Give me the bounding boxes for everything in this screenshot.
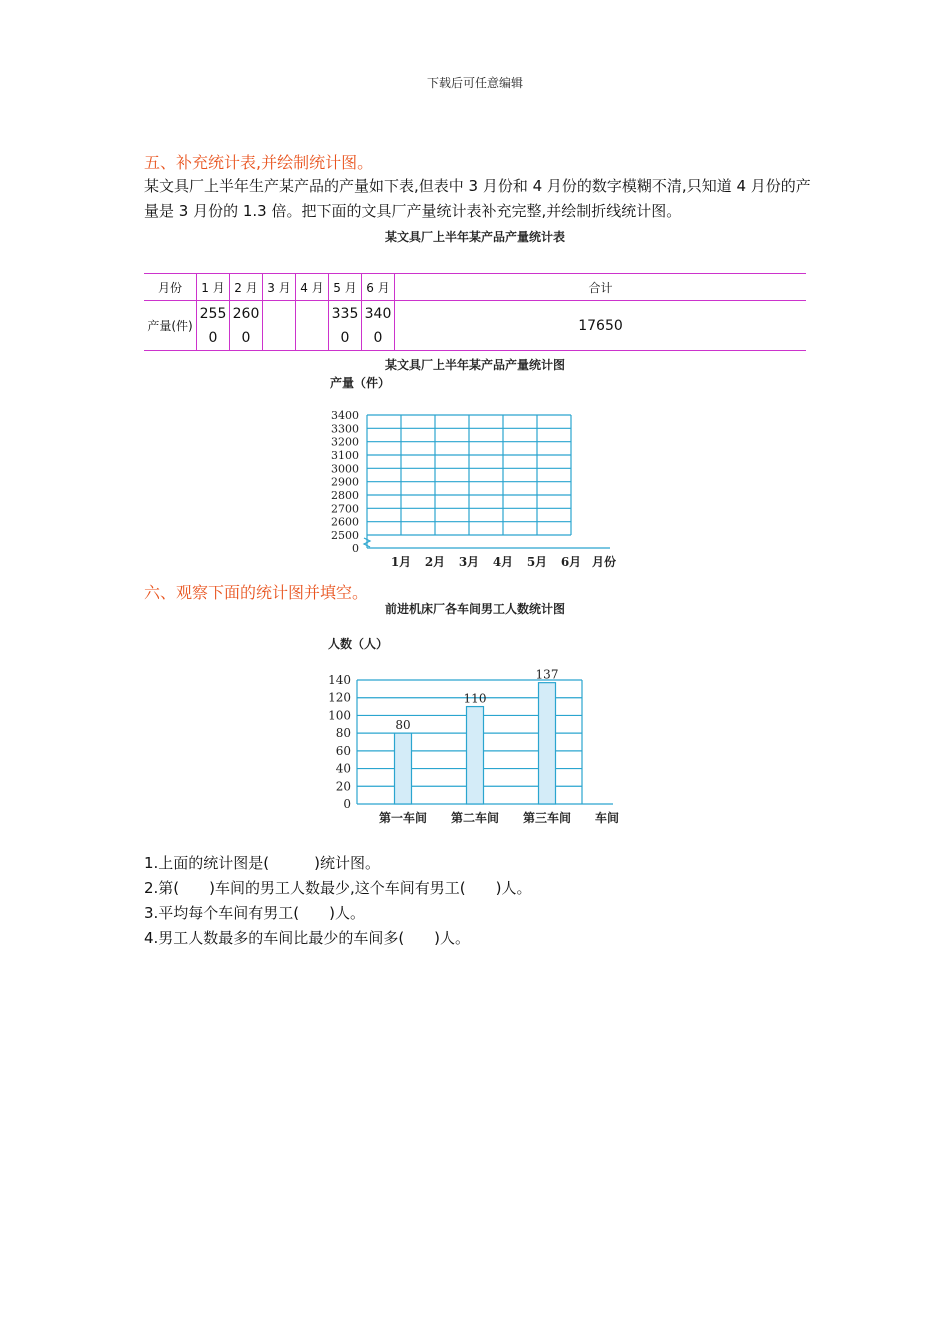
y-tick-label: 120	[328, 690, 351, 705]
section-5-title: 五、补充统计表,并绘制统计图。	[144, 153, 374, 172]
line-chart-ylabel: 产量（件）	[330, 376, 391, 390]
bar-chart-title: 前进机床厂各车间男工人数统计图	[384, 602, 565, 616]
y-tick-label: 0	[352, 542, 359, 555]
value-cell-blank[interactable]	[296, 301, 329, 351]
value-cell	[329, 301, 362, 351]
section-5-paragraph: 某文具厂上半年生产某产品的产量如下表,但表中 3 月份和 4 月份的数字模糊不清,只知道 4 月份的产量是 3 月份的 1.3 倍。把下面的文具厂产量统计表补充完整,并绘制折线统计图。	[144, 177, 811, 220]
bar-chart-xlabel: 车间	[595, 811, 620, 825]
bar-data-label: 80	[395, 718, 411, 733]
line-chart-x-ticks	[391, 555, 581, 569]
value-line: 335	[331, 305, 359, 322]
y-tick-label: 80	[335, 726, 351, 741]
bar	[467, 707, 484, 804]
month-cell: 5 月	[329, 274, 362, 301]
question-1: 1.上面的统计图是( )统计图。	[144, 854, 381, 872]
value-cell	[230, 301, 263, 351]
x-tick-label: 6月	[560, 555, 582, 569]
value-cell-blank[interactable]	[263, 301, 296, 351]
total-header-cell: 合计	[395, 274, 807, 301]
bar-chart	[320, 630, 630, 832]
bar-chart-ylabel: 人数（人）	[328, 637, 389, 651]
question-2: 2.第( )车间的男工人数最少,这个车间有男工( )人。	[144, 879, 532, 897]
value-line: 0	[373, 329, 383, 346]
axis-break-mark	[364, 538, 370, 547]
y-tick-label: 2800	[331, 489, 359, 502]
x-tick-label: 第一车间	[378, 811, 428, 825]
y-tick-label: 140	[328, 673, 351, 687]
y-tick-label: 2600	[331, 515, 359, 529]
month-header-cell: 月份	[144, 274, 197, 301]
bar	[395, 733, 412, 804]
y-tick-label: 20	[335, 779, 351, 794]
value-line: 340	[364, 305, 392, 322]
line-chart-title: 某文具厂上半年某产品产量统计图	[384, 358, 565, 372]
y-tick-label: 0	[343, 797, 351, 811]
value-cell	[362, 301, 395, 351]
x-tick-label: 1月	[390, 555, 412, 569]
x-tick-label: 2月	[424, 555, 446, 569]
y-tick-label: 3000	[331, 462, 359, 476]
value-line: 0	[241, 329, 251, 346]
month-cell: 1 月	[197, 274, 230, 301]
y-tick-label: 100	[328, 708, 351, 723]
table-data-row	[144, 301, 806, 351]
value-line: 0	[340, 329, 350, 346]
x-tick-label: 第二车间	[450, 811, 500, 825]
x-tick-label: 第三车间	[522, 811, 572, 825]
question-3: 3.平均每个车间有男工( )人。	[144, 904, 366, 922]
production-label-cell: 产量(件)	[144, 301, 197, 351]
value-line: 260	[232, 305, 260, 322]
month-cell: 3 月	[263, 274, 296, 301]
y-tick-label: 2900	[331, 475, 359, 489]
x-tick-label: 4月	[492, 555, 514, 569]
x-tick-label: 5月	[526, 555, 548, 569]
y-tick-label: 3200	[331, 435, 359, 449]
total-value-cell: 17650	[395, 301, 807, 351]
y-tick-label: 3300	[331, 422, 359, 436]
bar-chart-x-ticks	[379, 810, 571, 825]
y-tick-label: 2500	[331, 529, 359, 542]
month-cell: 2 月	[230, 274, 263, 301]
production-table	[144, 273, 806, 351]
line-chart-xlabel: 月份	[592, 555, 617, 569]
bar-chart-y-ticks	[328, 673, 351, 811]
value-cell	[197, 301, 230, 351]
month-cell: 4 月	[296, 274, 329, 301]
value-line: 255	[199, 305, 227, 322]
table-header-row	[144, 274, 806, 301]
table-title: 某文具厂上半年某产品产量统计表	[384, 230, 565, 244]
y-tick-label: 60	[335, 743, 351, 758]
line-chart-y-ticks	[331, 409, 359, 555]
line-chart-grid	[364, 415, 610, 548]
question-4: 4.男工人数最多的车间比最少的车间多( )人。	[144, 929, 471, 947]
y-tick-label: 3100	[331, 449, 359, 462]
bar	[539, 683, 556, 804]
line-chart	[320, 370, 630, 575]
y-tick-label: 2700	[331, 502, 359, 516]
x-tick-label: 3月	[458, 555, 480, 569]
section-6-title: 六、观察下面的统计图并填空。	[144, 583, 369, 602]
y-tick-label: 3400	[331, 409, 359, 422]
bar-data-label: 110	[463, 691, 487, 706]
value-line: 0	[208, 329, 218, 346]
page-header: 下载后可任意编辑	[426, 76, 523, 90]
y-tick-label: 40	[335, 761, 351, 776]
month-cell: 6 月	[362, 274, 395, 301]
bar-data-label: 137	[535, 667, 559, 682]
